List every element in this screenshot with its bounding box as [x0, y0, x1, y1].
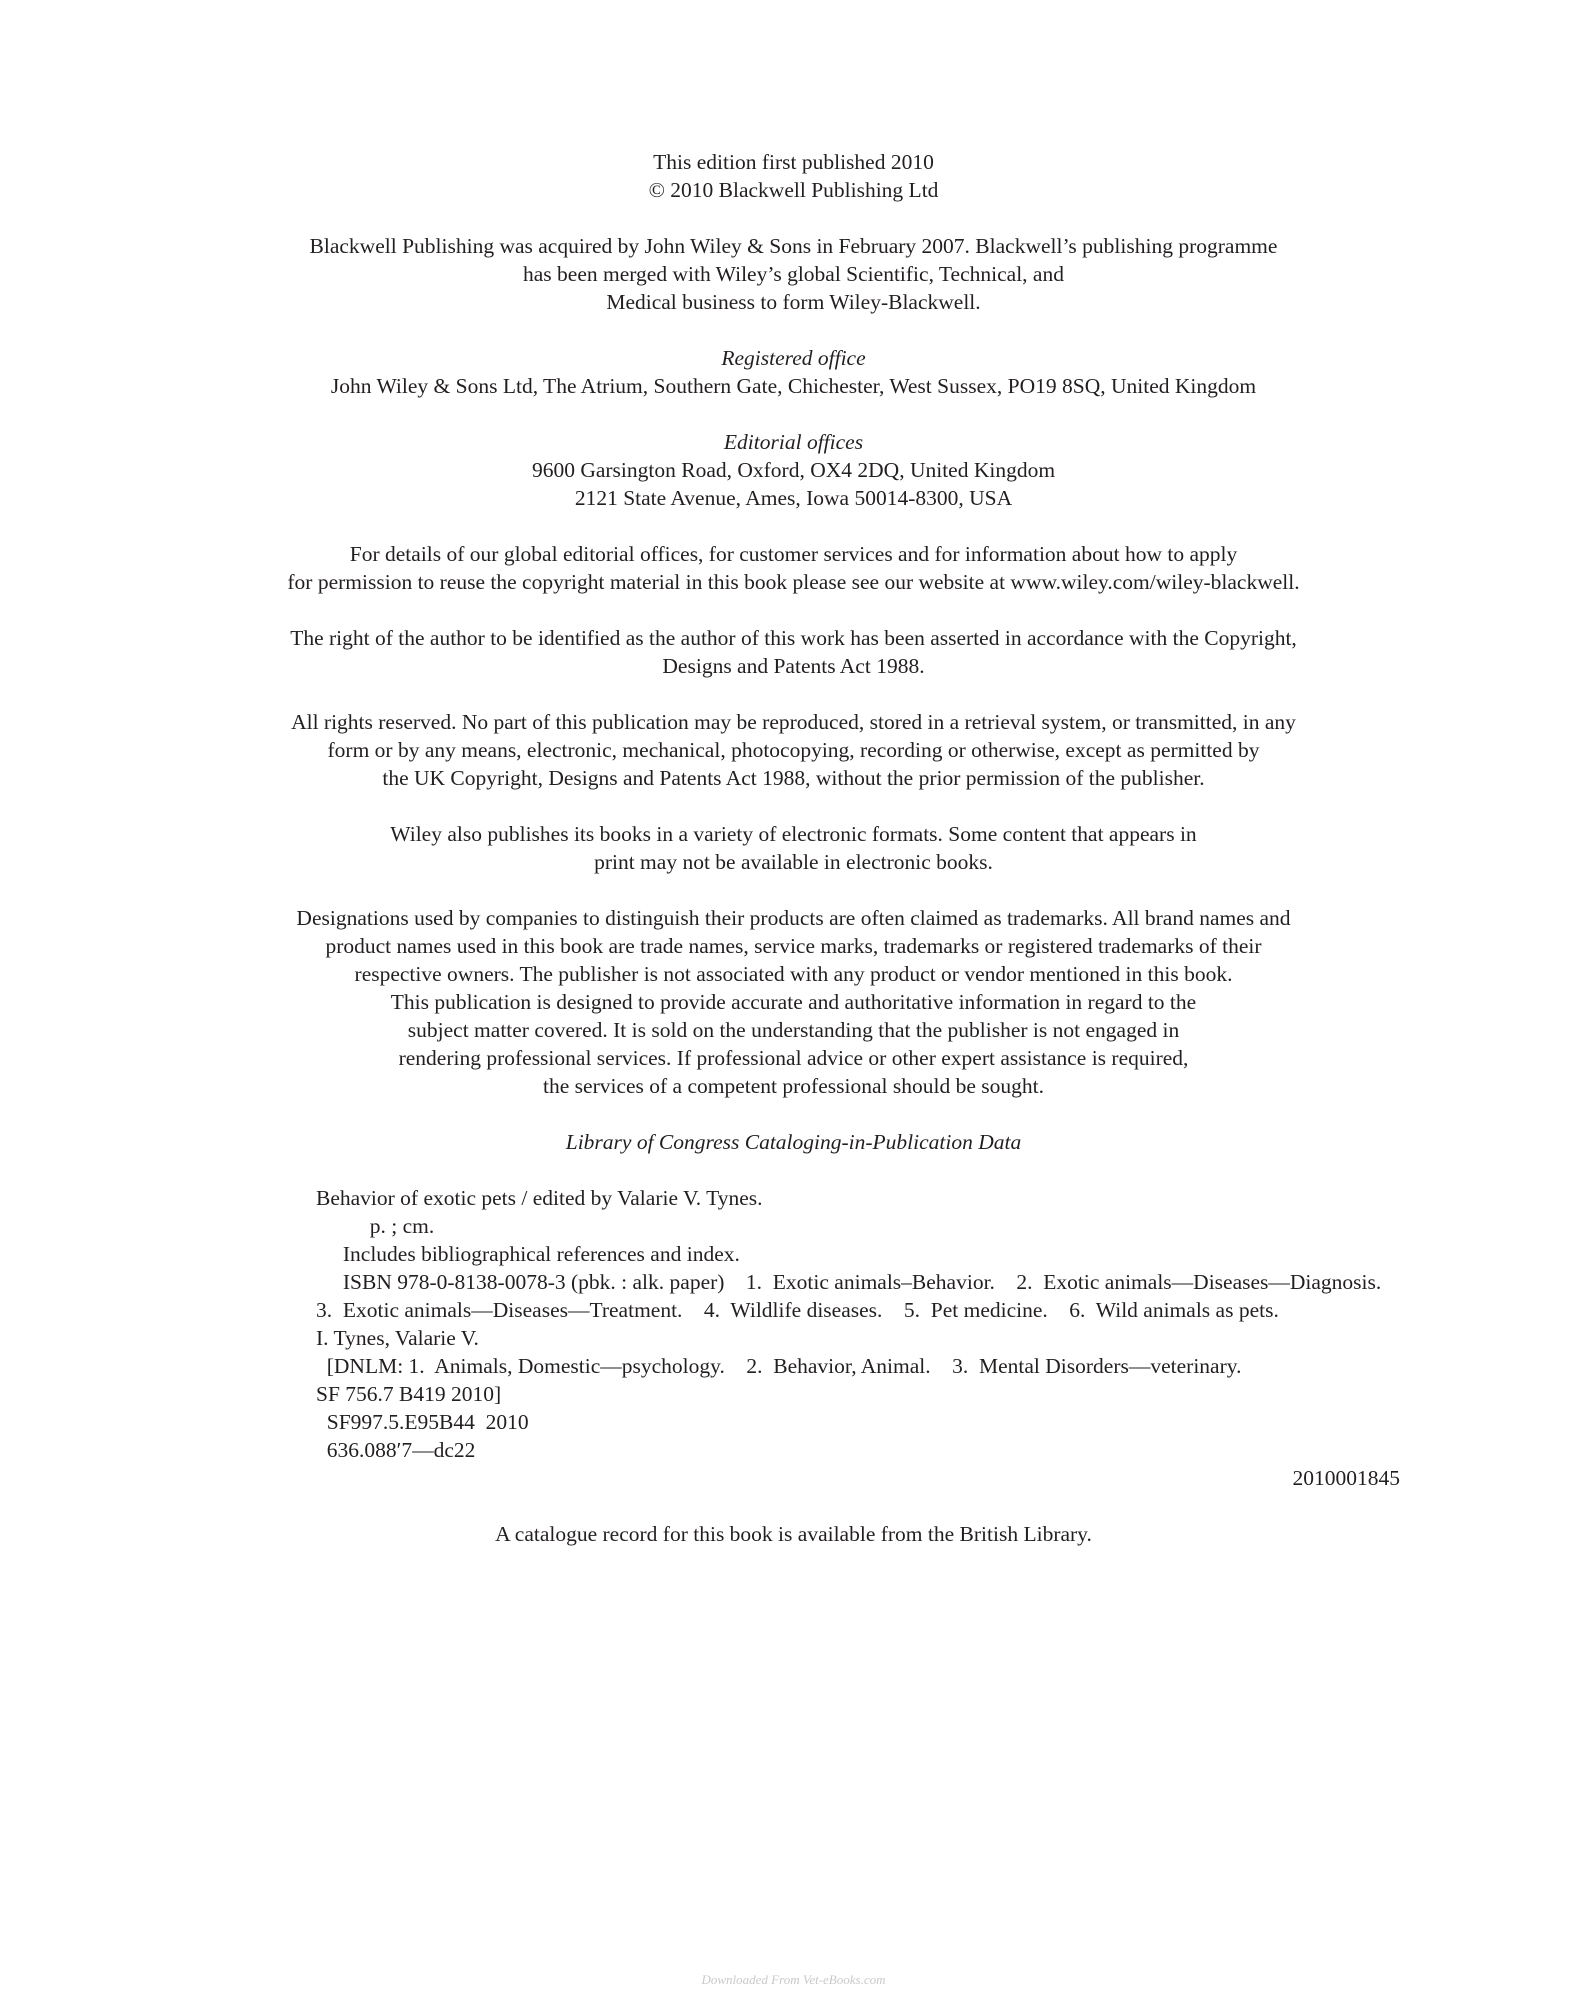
- rights-line: All rights reserved. No part of this publication may be reproduced, stored in a retrieval system, or transmitted, in any: [291, 710, 1296, 734]
- designations-line: Designations used by companies to distinguish their products are often claimed as trademarks. All brand names and: [296, 906, 1291, 930]
- designations-block: [0, 904, 1587, 1100]
- editorial-office-address: 9600 Garsington Road, Oxford, OX4 2DQ, United Kingdom: [531, 458, 1056, 482]
- cip-heading-block: [0, 1128, 1587, 1156]
- cip-line: I. Tynes, Valarie V.: [316, 1326, 479, 1350]
- rights-line: the UK Copyright, Designs and Patents Act 1988, without the prior permission of the publisher.: [382, 766, 1205, 790]
- edition-block: [0, 148, 1587, 204]
- author-right-line: The right of the author to be identified as the author of this work has been asserted in accordance with the Copyright,: [290, 626, 1297, 650]
- cip-heading: Library of Congress Cataloging-in-Publication Data: [565, 1130, 1022, 1154]
- cip-line: [DNLM: 1. Animals, Domestic—psychology. 2. Behavior, Animal. 3. Mental Disorders—veterinary.: [316, 1354, 1242, 1378]
- acquisition-block: [0, 232, 1587, 316]
- cip-line: SF997.5.E95B44 2010: [316, 1410, 529, 1434]
- registered-office-heading: Registered office: [721, 346, 866, 370]
- british-library-block: [0, 1520, 1587, 1548]
- designations-line: subject matter covered. It is sold on the understanding that the publisher is not engaged in: [407, 1018, 1180, 1042]
- electronic-line: Wiley also publishes its books in a variety of electronic formats. Some content that appears in: [390, 822, 1197, 846]
- registered-office-block: [0, 344, 1587, 400]
- author-right-block: [0, 624, 1587, 680]
- rights-block: [0, 708, 1587, 792]
- editorial-office-address: 2121 State Avenue, Ames, Iowa 50014-8300, USA: [574, 486, 1013, 510]
- designations-line: respective owners. The publisher is not associated with any product or vendor mentioned in this book.: [354, 962, 1233, 986]
- designations-line: the services of a competent professional should be sought.: [543, 1074, 1044, 1098]
- designations-line: This publication is designed to provide accurate and authoritative information in regard to the: [390, 990, 1197, 1014]
- designations-line: rendering professional services. If professional advice or other expert assistance is required,: [398, 1046, 1189, 1070]
- copyright-line: © 2010 Blackwell Publishing Ltd: [648, 178, 939, 202]
- acquisition-line: Medical business to form Wiley-Blackwell.: [606, 290, 981, 314]
- author-right-line: Designs and Patents Act 1988.: [662, 654, 925, 678]
- electronic-line: print may not be available in electronic books.: [594, 850, 993, 874]
- cip-line: SF 756.7 B419 2010]: [316, 1382, 502, 1406]
- rights-line: form or by any means, electronic, mechanical, photocopying, recording or otherwise, except as permitted by: [327, 738, 1260, 762]
- cip-line: Includes bibliographical references and index.: [316, 1242, 740, 1266]
- acquisition-line: Blackwell Publishing was acquired by John Wiley & Sons in February 2007. Blackwell’s publishing programme: [309, 234, 1278, 258]
- cip-record: [316, 1184, 1416, 1464]
- electronic-formats-block: [0, 820, 1587, 876]
- registered-office-address: John Wiley & Sons Ltd, The Atrium, Southern Gate, Chichester, West Sussex, PO19 8SQ, United Kingdom: [330, 374, 1257, 398]
- details-line: for permission to reuse the copyright material in this book please see our website at www.wiley.com/wiley-blackwell.: [287, 570, 1300, 594]
- editorial-offices-block: [0, 428, 1587, 512]
- cip-line: ISBN 978-0-8138-0078-3 (pbk. : alk. paper) 1. Exotic animals–Behavior. 2. Exotic animals—Diseases—Diagnosis.: [316, 1270, 1382, 1294]
- cip-line: p. ; cm.: [316, 1214, 435, 1238]
- editorial-offices-heading: Editorial offices: [723, 430, 864, 454]
- cip-line: 3. Exotic animals—Diseases—Treatment. 4. Wildlife diseases. 5. Pet medicine. 6. Wild animals as pets.: [316, 1298, 1279, 1322]
- cip-line: 636.088′7—dc22: [316, 1438, 476, 1462]
- details-line: For details of our global editorial offices, for customer services and for information about how to apply: [349, 542, 1238, 566]
- acquisition-line: has been merged with Wiley’s global Scientific, Technical, and: [523, 262, 1064, 286]
- british-library-line: A catalogue record for this book is available from the British Library.: [495, 1522, 1092, 1546]
- cip-line: Behavior of exotic pets / edited by Valarie V. Tynes.: [316, 1186, 763, 1210]
- download-watermark: Downloaded From Vet-eBooks.com: [701, 1972, 886, 1987]
- details-block: [0, 540, 1587, 596]
- lccn-number: 2010001845: [1292, 1466, 1400, 1490]
- designations-line: product names used in this book are trade names, service marks, trademarks or registered trademarks of their: [325, 934, 1262, 958]
- edition-line: This edition first published 2010: [653, 150, 934, 174]
